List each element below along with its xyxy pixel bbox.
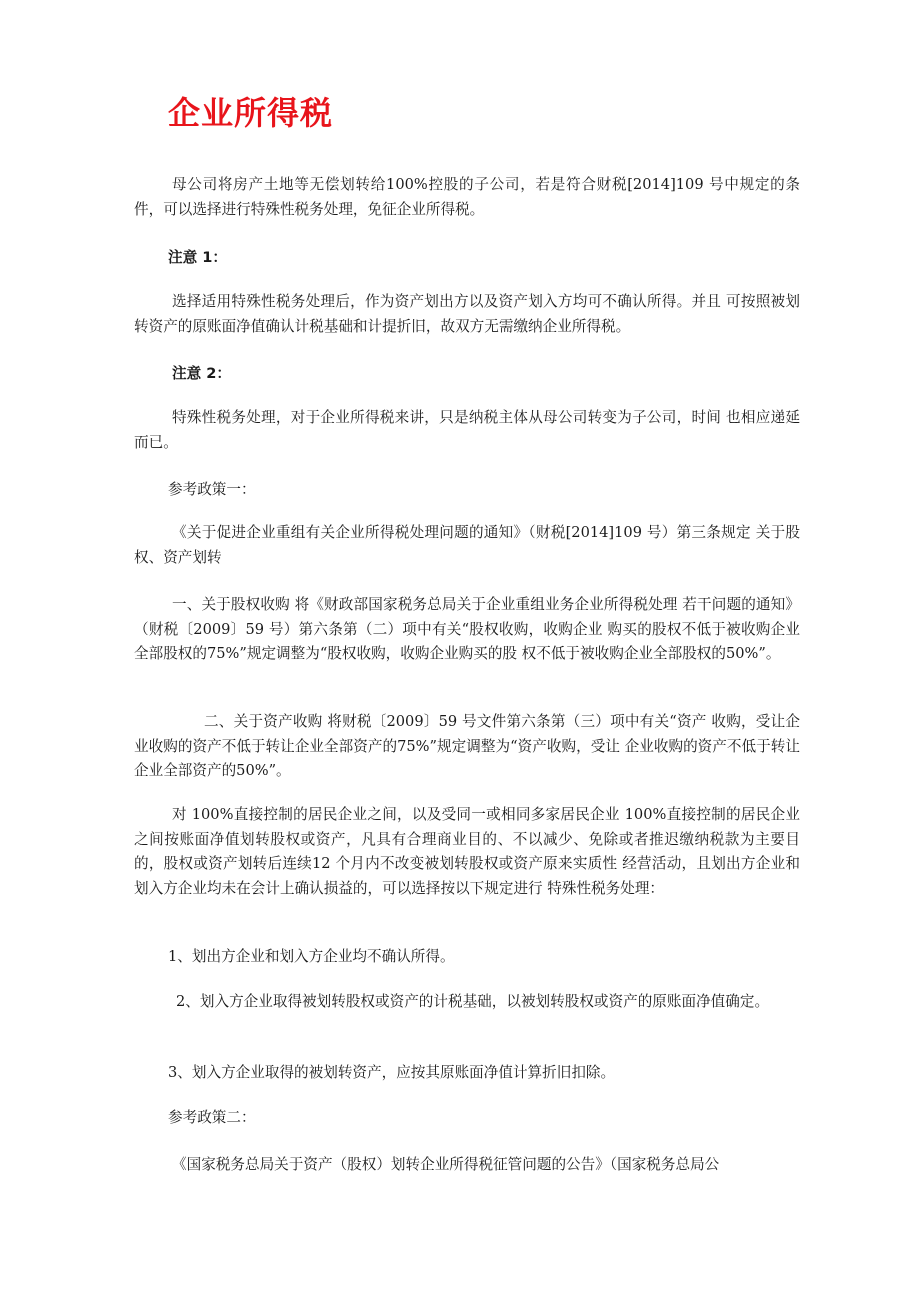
list-item-3: 3、划入方企业取得的被划转资产，应按其原账面净值计算折旧扣除。 [168, 1064, 616, 1081]
list-item-1: 1、划出方企业和划入方企业均不确认所得。 [168, 948, 455, 965]
paragraph-policy-2-title: 《国家税务总局关于资产（股权）划转企业所得税征管问题的公告》（国家税务总局公 [172, 1156, 720, 1173]
paragraph-intro: 母公司将房产土地等无偿划转给100%控股的子公司，若是符合财税[2014]109 号中规定的条件，可以选择进行特殊性税务处理，免征企业所得税。 [134, 176, 800, 218]
reference-policy-2-heading: 参考政策二： [168, 1109, 256, 1126]
note-1-heading: 注意 1： [168, 249, 228, 266]
paragraph-equity-acquisition: 一、关于股权收购 将《财政部国家税务总局关于企业重组业务企业所得税处理 若干问题的通知》（财税〔2009〕59 号）第六条第（二）项中有关“股权收购，收购企业 购买的股权不低于被收购企业全部股权的75%”规定调整为“股权收购，收购企业购买的股 权不低于被收购企业全部股权的50%”。 [134, 596, 800, 663]
paragraph-transfer-conditions: 对 100%直接控制的居民企业之间，以及受同一或相同多家居民企业 100%直接控制的居民企业之间按账面净值划转股权或资产，凡具有合理商业目的、不以减少、免除或者推迟缴纳税款为主要目的，股权或资产划转后连续12 个月内不改变被划转股权或资产原来实质性 经营活动，且划出方企业和划入方企业均未在会计上确认损益的，可以选择按以下规定进行 特殊性税务处理： [134, 806, 800, 897]
list-item-2: 2、划入方企业取得被划转股权或资产的计税基础，以被划转股权或资产的原账面净值确定。 [176, 993, 770, 1010]
paragraph-asset-acquisition: 二、关于资产收购 将财税〔2009〕59 号文件第六条第（三）项中有关“资产 收购，受让企业收购的资产不低于转让企业全部资产的75%”规定调整为“资产收购，受让 企业收购的资产不低于转让企业全部资产的50%”。 [134, 713, 800, 780]
reference-policy-1-heading: 参考政策一： [168, 481, 256, 498]
document-title: 企业所得税 [168, 94, 334, 132]
note-2-heading: 注意 2： [172, 365, 232, 382]
paragraph-note-2: 特殊性税务处理，对于企业所得税来讲，只是纳税主体从母公司转变为子公司，时间 也相应递延而已。 [134, 409, 800, 451]
paragraph-policy-1-title: 《关于促进企业重组有关企业所得税处理问题的通知》（财税[2014]109 号）第三条规定 关于股权、资产划转 [134, 524, 800, 566]
paragraph-note-1: 选择适用特殊性税务处理后，作为资产划出方以及资产划入方均可不确认所得。并且 可按照被划转资产的原账面净值确认计税基础和计提折旧，故双方无需缴纳企业所得税。 [134, 293, 800, 335]
